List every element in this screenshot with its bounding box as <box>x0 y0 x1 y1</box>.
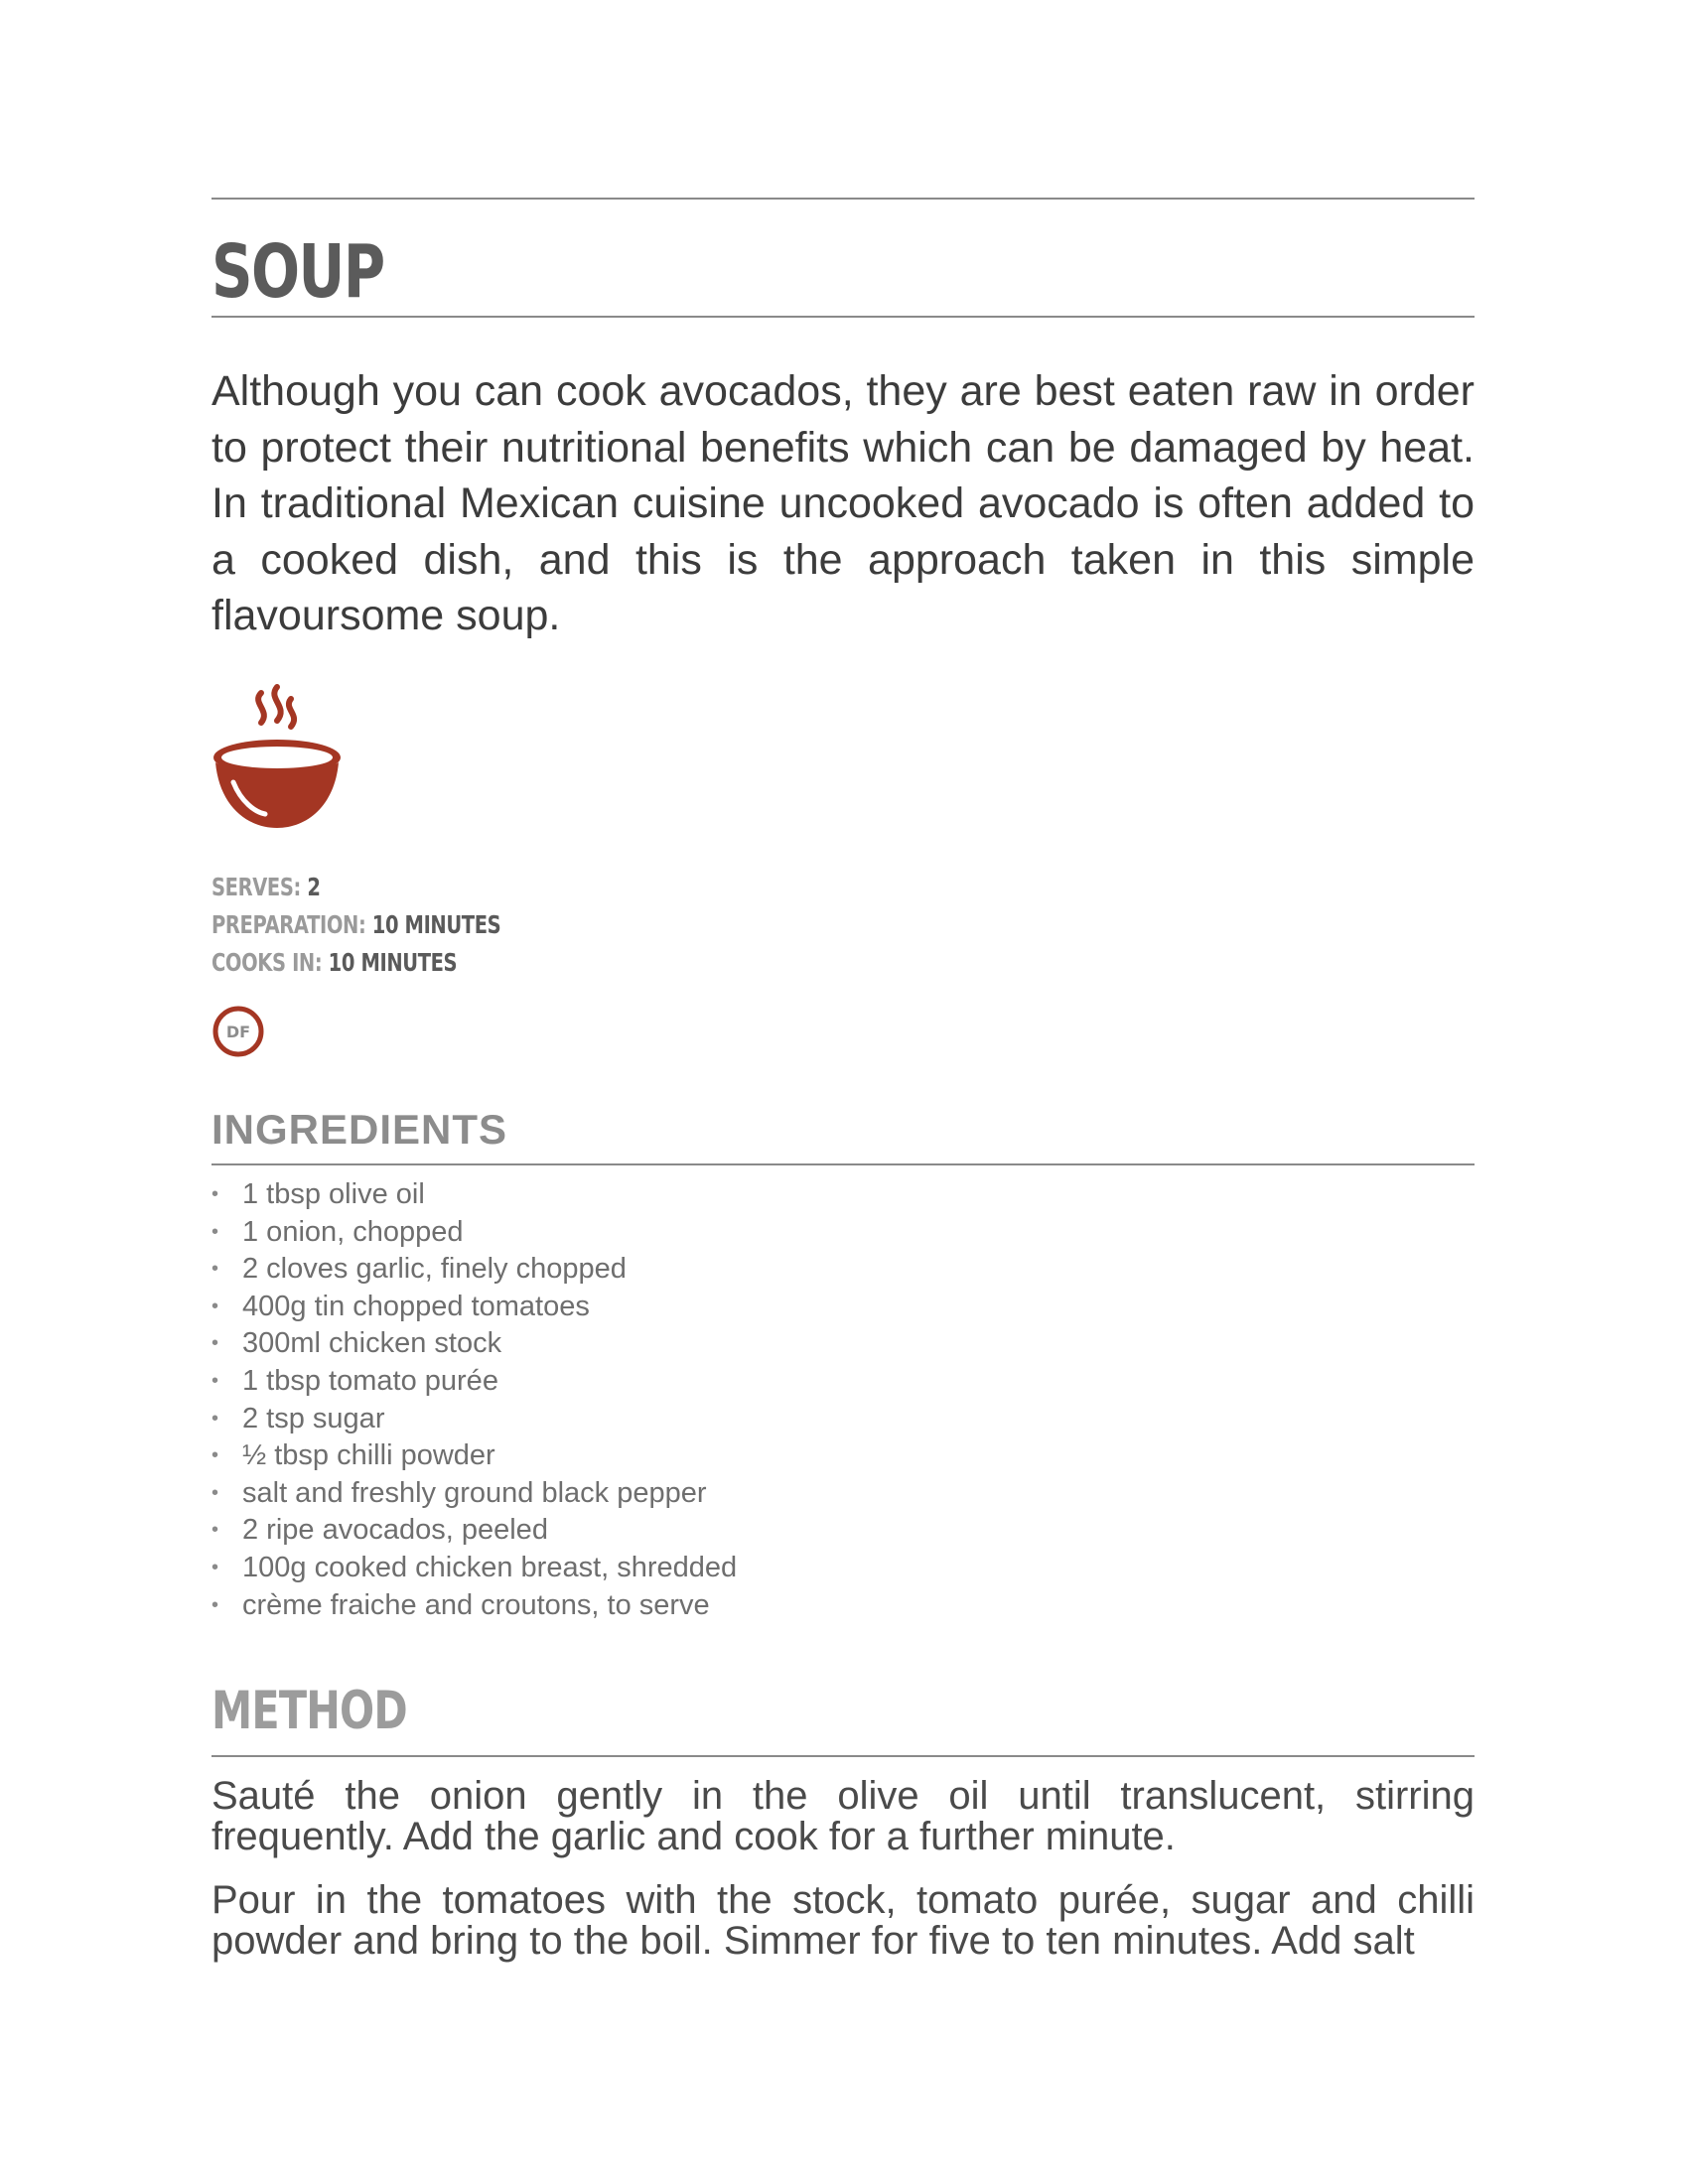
ingredient-item: • 1 tbsp olive oil <box>211 1176 737 1214</box>
ingredient-item: • 400g tin chopped tomatoes <box>211 1289 737 1326</box>
ingredient-item: • 2 tsp sugar <box>211 1401 737 1438</box>
top-divider <box>211 198 1475 200</box>
ingredients-heading: INGREDIENTS <box>211 1106 508 1153</box>
method-heading: METHOD <box>211 1681 407 1741</box>
ingredient-item: • ½ tbsp chilli powder <box>211 1437 737 1475</box>
ingredient-item: • 1 onion, chopped <box>211 1214 737 1252</box>
serves-row <box>211 869 500 906</box>
serves-value: 2 <box>307 873 321 901</box>
ingredient-item: • 300ml chicken stock <box>211 1325 737 1363</box>
preparation-row <box>211 906 500 944</box>
ingredients-divider <box>211 1163 1475 1165</box>
ingredient-item: • 2 ripe avocados, peeled <box>211 1512 737 1550</box>
method-step: Sauté the onion gently in the olive oil until translucent, stirring frequently. Add the garlic and cook for a further minute. <box>211 1774 1475 1858</box>
title-divider <box>211 316 1475 318</box>
preparation-value: 10 MINUTES <box>371 910 501 939</box>
preparation-label: PREPARATION: <box>211 910 366 939</box>
method-divider <box>211 1755 1475 1757</box>
cooks-in-label: COOKS IN: <box>211 948 323 977</box>
cooks-in-value: 10 MINUTES <box>328 948 458 977</box>
ingredient-item: • 1 tbsp tomato purée <box>211 1363 737 1401</box>
ingredient-item: • crème fraiche and croutons, to serve <box>211 1587 737 1625</box>
ingredients-list <box>211 1176 737 1624</box>
dairy-free-badge-icon <box>211 1005 265 1058</box>
ingredient-item: • salt and freshly ground black pepper <box>211 1475 737 1513</box>
badge-text: DF <box>225 1023 251 1041</box>
serves-label: SERVES: <box>211 873 301 901</box>
cooks-in-row <box>211 944 500 982</box>
page-title: SOUP <box>211 229 384 315</box>
intro-paragraph: Although you can cook avocados, they are best eaten raw in order to protect their nutritional benefits which can be damaged by heat. In traditional Mexican cuisine uncooked avocado is often added to a cooked dish, and this is the approach taken in this simple flavoursome soup. <box>211 367 1475 639</box>
ingredient-item: • 100g cooked chicken breast, shredded <box>211 1550 737 1587</box>
soup-bowl-icon <box>211 679 343 830</box>
recipe-meta <box>211 869 582 982</box>
method-step: Pour in the tomatoes with the stock, tomato purée, sugar and chilli powder and bring to the boil. Simmer for five to ten minutes. Add salt <box>211 1878 1475 1963</box>
ingredient-item: • 2 cloves garlic, finely chopped <box>211 1251 737 1289</box>
